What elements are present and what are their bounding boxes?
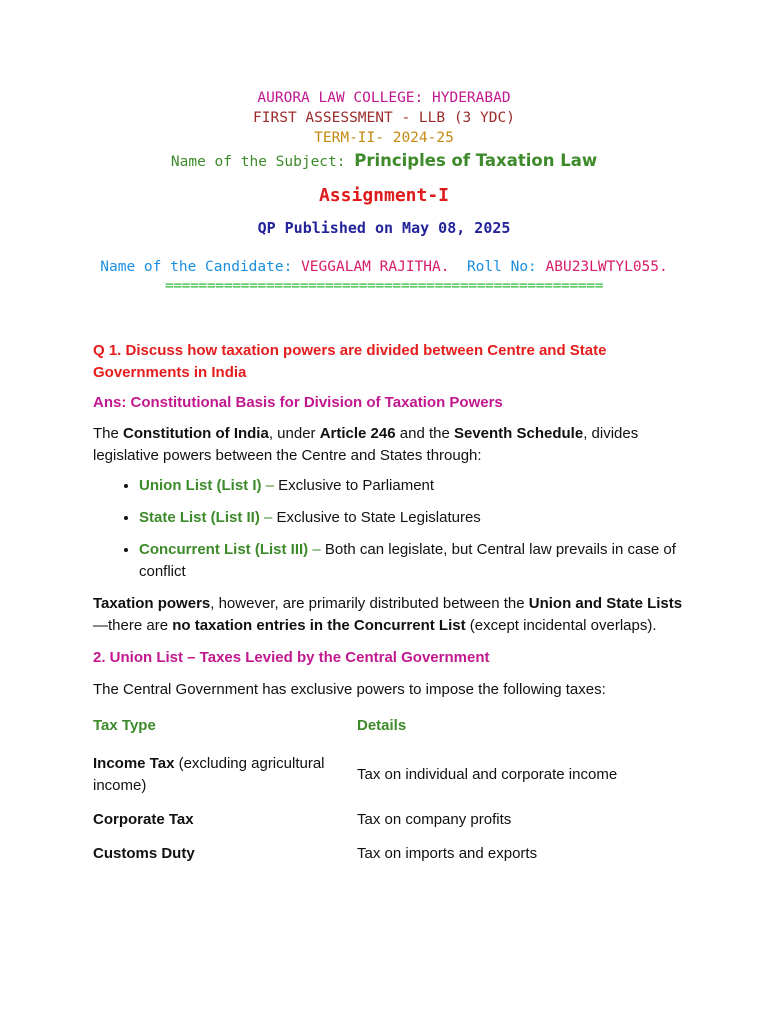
legislative-lists: [93, 475, 693, 583]
text: , however, are primarily distributed between the: [210, 595, 529, 612]
published-date: QP Published on May 08, 2025: [257, 219, 511, 237]
tax-type-note: (excluding agricultural income): [93, 755, 325, 794]
table-row: [93, 747, 673, 803]
subject-label: Name of the Subject:: [170, 154, 346, 170]
answer-heading: Ans: Constitutional Basis for Division of Taxation Powers: [93, 394, 503, 411]
table-row: [93, 837, 673, 871]
bold-text: Seventh Schedule: [453, 425, 584, 442]
text: , divides legislative powers between the Centre and States through:: [93, 425, 639, 464]
term-label: TERM-II- 2024-25: [314, 130, 454, 146]
list-name: Union List (List I): [139, 477, 262, 494]
paragraph-constitution: [93, 423, 693, 467]
list-separator: –: [261, 477, 279, 494]
roll-label: Roll No:: [466, 259, 537, 275]
list-separator: –: [259, 509, 277, 526]
tax-type: Income Tax: [93, 755, 175, 772]
tax-table: [93, 715, 673, 871]
list-name: State List (List II): [139, 509, 260, 526]
details-cell: Tax on imports and exports: [357, 845, 538, 862]
bold-text: Union and State Lists: [528, 595, 683, 612]
subject-value: Principles of Taxation Law: [354, 151, 598, 170]
subject-line: [0, 148, 768, 175]
tax-type-cell: [93, 747, 357, 803]
candidate-line: [0, 257, 768, 277]
list-description: Exclusive to Parliament: [278, 477, 435, 494]
table-header-row: [93, 715, 673, 747]
text: The: [93, 425, 124, 442]
question-1: Q 1. Discuss how taxation powers are divided between Centre and State Governments in India: [93, 342, 607, 381]
assignment-title: Assignment-I: [318, 185, 450, 206]
text: and the: [395, 425, 454, 442]
paragraph-taxation-powers: [93, 593, 693, 637]
details-cell: Tax on company profits: [357, 811, 512, 828]
bold-text: no taxation entries in the Concurrent List: [172, 617, 466, 634]
document-header: [0, 88, 768, 295]
assessment-title: FIRST ASSESSMENT - LLB (3 YDC): [253, 110, 515, 126]
details-cell: Tax on individual and corporate income: [357, 766, 618, 783]
list-item: [139, 539, 693, 583]
list-name: Concurrent List (List III): [139, 541, 309, 558]
text: , under: [268, 425, 320, 442]
list-item: [139, 507, 693, 529]
bold-text: Article 246: [319, 425, 396, 442]
document-body: [93, 340, 693, 871]
list-separator: –: [308, 541, 325, 558]
paragraph-central-powers: The Central Government has exclusive powers to impose the following taxes:: [93, 681, 606, 698]
tax-type: Customs Duty: [93, 845, 195, 862]
column-header-tax-type: Tax Type: [93, 717, 156, 734]
tax-type-cell: [93, 837, 357, 871]
tax-type: Corporate Tax: [93, 811, 194, 828]
candidate-label: Name of the Candidate:: [100, 259, 293, 275]
section-2-heading: 2. Union List – Taxes Levied by the Central Government: [93, 649, 490, 666]
college-name: AURORA LAW COLLEGE: HYDERABAD: [257, 90, 511, 106]
separator-line: ====================================================: [164, 278, 604, 294]
candidate-name: VEGGALAM RAJITHA.: [301, 259, 450, 275]
text: (except incidental overlaps).: [465, 617, 657, 634]
bold-text: Constitution of India: [123, 425, 269, 442]
column-header-details: Details: [357, 717, 407, 734]
roll-number: ABU23LWTYL055.: [545, 259, 668, 275]
list-description: Exclusive to State Legislatures: [276, 509, 481, 526]
list-item: [139, 475, 693, 497]
table-row: [93, 803, 673, 837]
list-description: Both can legislate, but Central law prevails in case of conflict: [139, 541, 676, 580]
bold-text: Taxation powers: [93, 595, 211, 612]
tax-type-cell: [93, 803, 357, 837]
text: —there are: [93, 617, 173, 634]
